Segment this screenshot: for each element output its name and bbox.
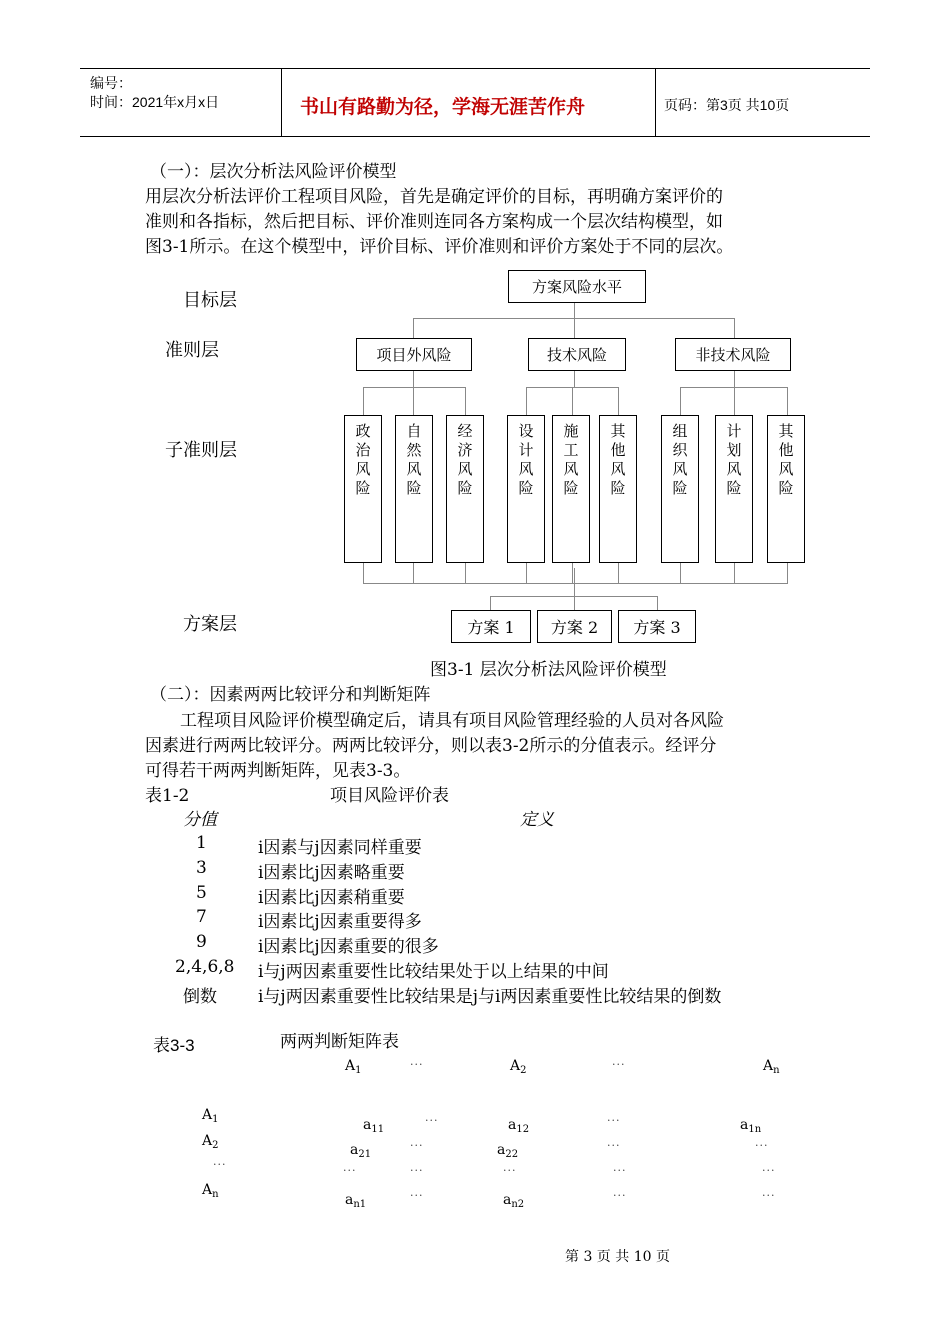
score-cell: 2,4,6,8 (175, 957, 235, 977)
subcriteria-char: 风 (778, 460, 794, 478)
connector-line (618, 563, 619, 583)
subcriteria-char: 他 (610, 441, 626, 459)
matrix-cell (503, 1192, 524, 1208)
connector-line (363, 583, 788, 584)
connector-line (574, 318, 575, 338)
connector-line (572, 387, 573, 415)
connector-line (680, 387, 681, 415)
cell-subscript: n1 (353, 1199, 367, 1210)
cell-subscript: 21 (358, 1149, 372, 1160)
connector-line (680, 563, 681, 583)
matrix-ellipsis: ··· (607, 1139, 621, 1152)
cell-subscript: n2 (511, 1199, 525, 1210)
table-title: 两两判断矩阵表 (280, 1032, 399, 1052)
header-symbol: A (763, 1058, 774, 1074)
subcriteria-box (715, 415, 753, 563)
connector-line (413, 563, 414, 583)
connector-line (363, 563, 364, 583)
matrix-ellipsis: ··· (755, 1139, 769, 1152)
cell-symbol: a (508, 1117, 517, 1133)
score-cell: 9 (196, 932, 207, 952)
score-cell: 倒数 (183, 987, 217, 1007)
connector-line (490, 596, 491, 610)
definition-cell: i与j两因素重要性比较结果处于以上结果的中间 (258, 962, 609, 982)
subcriteria-char: 工 (563, 441, 579, 459)
subcriteria-char: 计 (726, 422, 742, 440)
section1-line: 图3-1所示。在这个模型中，评价目标、评价准则和评价方案处于不同的层次。 (145, 237, 734, 257)
goal-box: 方案风险水平 (508, 270, 646, 303)
subcriteria-char: 险 (726, 479, 742, 497)
connector-line (526, 387, 527, 415)
definition-cell: i因素比j因素重要得多 (258, 912, 422, 932)
matrix-ellipsis: ··· (612, 1058, 626, 1071)
subcriteria-box (661, 415, 699, 563)
header-page-number: 页码：第3页 共10页 (664, 97, 790, 113)
definition-cell: i因素比j因素重要的很多 (258, 937, 439, 957)
section1-heading: （一）：层次分析法风险评价模型 (150, 162, 397, 182)
subcriteria-char: 险 (563, 479, 579, 497)
subcriteria-box (446, 415, 484, 563)
matrix-ellipsis: ··· (410, 1058, 424, 1071)
score-cell: 5 (196, 883, 207, 903)
section2-line: 可得若干两两判断矩阵，见表3-3。 (145, 761, 411, 781)
header-divider (655, 68, 656, 136)
subcriteria-box (344, 415, 382, 563)
table-title: 项目风险评价表 (330, 786, 449, 806)
connector-line (734, 371, 735, 387)
connector-line (734, 318, 735, 338)
matrix-ellipsis: ··· (762, 1189, 776, 1202)
section2-heading: （二）：因素两两比较评分和判断矩阵 (150, 685, 431, 705)
connector-line (574, 568, 575, 610)
subcriteria-box (767, 415, 805, 563)
connector-line (413, 371, 414, 387)
header-subscript: 1 (355, 1065, 362, 1076)
header-bottom-rule (80, 136, 870, 137)
matrix-cell (350, 1142, 371, 1158)
header-subscript: n (212, 1189, 219, 1200)
subcriteria-char: 其 (778, 422, 794, 440)
section1-line: 准则和各指标，然后把目标、评价准则连同各方案构成一个层次结构模型，如 (145, 212, 723, 232)
table-label: 表3-3 (153, 1036, 195, 1055)
matrix-cell (363, 1117, 384, 1133)
subcriteria-char: 然 (406, 441, 422, 459)
subcriteria-char: 险 (778, 479, 794, 497)
cell-subscript: 1n (748, 1124, 762, 1135)
cell-subscript: 12 (516, 1124, 530, 1135)
layer-label-criteria: 准则层 (165, 340, 219, 361)
column-header-definition: 定义 (520, 810, 554, 830)
subcriteria-char: 风 (457, 460, 473, 478)
score-cell: 3 (196, 858, 207, 878)
header-divider (281, 68, 282, 136)
connector-line (413, 387, 414, 415)
table-label: 表1-2 (145, 786, 190, 806)
score-cell: 1 (196, 833, 207, 853)
connector-line (734, 563, 735, 583)
layer-label-scheme: 方案层 (183, 614, 237, 635)
subcriteria-char: 险 (355, 479, 371, 497)
matrix-ellipsis: ··· (613, 1189, 627, 1202)
subcriteria-char: 风 (610, 460, 626, 478)
matrix-row-header (202, 1182, 219, 1198)
connector-line (572, 563, 573, 583)
subcriteria-char: 济 (457, 441, 473, 459)
matrix-ellipsis: ··· (410, 1139, 424, 1152)
subcriteria-char: 政 (355, 422, 371, 440)
cell-symbol: a (497, 1142, 506, 1158)
matrix-cell (497, 1142, 518, 1158)
subcriteria-box (395, 415, 433, 563)
cell-subscript: 22 (505, 1149, 519, 1160)
subcriteria-box (599, 415, 637, 563)
connector-line (465, 387, 466, 415)
subcriteria-char: 风 (355, 460, 371, 478)
layer-label-subcriteria: 子准则层 (165, 440, 237, 461)
subcriteria-char: 险 (518, 479, 534, 497)
matrix-ellipsis: ··· (503, 1164, 517, 1177)
scheme-box: 方案 1 (451, 610, 531, 643)
section1-line: 用层次分析法评价工程项目风险，首先是确定评价的目标，再明确方案评价的 (145, 187, 723, 207)
section2-line: 工程项目风险评价模型确定后，请具有项目风险管理经验的人员对各风险 (180, 711, 724, 731)
header-motto: 书山有路勤为径，学海无涯苦作舟 (300, 97, 586, 118)
matrix-ellipsis: ··· (410, 1189, 424, 1202)
subcriteria-char: 风 (518, 460, 534, 478)
header-symbol: A (510, 1058, 521, 1074)
header-subscript: n (773, 1065, 780, 1076)
connector-line (363, 387, 466, 388)
matrix-ellipsis: ··· (425, 1114, 439, 1127)
subcriteria-char: 组 (672, 422, 688, 440)
matrix-ellipsis: ··· (343, 1164, 357, 1177)
connector-line (490, 596, 658, 597)
subcriteria-char: 风 (726, 460, 742, 478)
scheme-box: 方案 2 (537, 610, 612, 643)
cell-symbol: a (345, 1192, 354, 1208)
subcriteria-char: 险 (406, 479, 422, 497)
header-time: 时间：2021年x月x日 (90, 94, 220, 110)
matrix-ellipsis: ··· (762, 1164, 776, 1177)
matrix-col-header (763, 1058, 780, 1074)
subcriteria-char: 织 (672, 441, 688, 459)
connector-line (657, 596, 658, 610)
definition-cell: i因素比j因素略重要 (258, 863, 405, 883)
page-footer: 第 3 页 共 10 页 (565, 1249, 670, 1265)
subcriteria-char: 他 (778, 441, 794, 459)
connector-line (363, 387, 364, 415)
connector-line (413, 318, 414, 338)
header-symbol: A (345, 1058, 356, 1074)
subcriteria-char: 风 (672, 460, 688, 478)
subcriteria-char: 治 (355, 441, 371, 459)
matrix-row-header (202, 1133, 219, 1149)
subcriteria-char: 风 (563, 460, 579, 478)
header-symbol: A (202, 1133, 213, 1149)
header-symbol: A (202, 1182, 213, 1198)
connector-line (787, 387, 788, 415)
subcriteria-char: 设 (518, 422, 534, 440)
matrix-row-header (202, 1107, 219, 1123)
cell-symbol: a (740, 1117, 749, 1133)
header-subscript: 2 (520, 1065, 527, 1076)
subcriteria-char: 其 (610, 422, 626, 440)
matrix-cell (345, 1192, 366, 1208)
cell-symbol: a (363, 1117, 372, 1133)
scheme-box: 方案 3 (618, 610, 696, 643)
subcriteria-char: 经 (457, 422, 473, 440)
matrix-ellipsis: ··· (607, 1114, 621, 1127)
cell-symbol: a (503, 1192, 512, 1208)
layer-label-goal: 目标层 (183, 290, 237, 311)
header-number: 编号： (90, 75, 132, 91)
connector-line (574, 302, 575, 318)
subcriteria-char: 风 (406, 460, 422, 478)
subcriteria-char: 险 (457, 479, 473, 497)
subcriteria-char: 自 (406, 422, 422, 440)
definition-cell: i因素比j因素稍重要 (258, 888, 405, 908)
header-subscript: 2 (212, 1140, 219, 1151)
criteria-box: 项目外风险 (356, 338, 472, 371)
matrix-cell (508, 1117, 529, 1133)
subcriteria-char: 计 (518, 441, 534, 459)
connector-line (526, 563, 527, 583)
connector-line (574, 371, 575, 387)
matrix-col-header (345, 1058, 362, 1074)
criteria-box: 技术风险 (528, 338, 626, 371)
column-header-score: 分值 (183, 810, 217, 830)
figure-caption: 图3-1 层次分析法风险评价模型 (430, 660, 667, 680)
subcriteria-char: 险 (610, 479, 626, 497)
connector-line (465, 563, 466, 583)
matrix-cell (740, 1117, 761, 1133)
matrix-ellipsis: ··· (613, 1164, 627, 1177)
subcriteria-box (552, 415, 590, 563)
header-top-rule (80, 68, 870, 69)
connector-line (734, 387, 735, 415)
connector-line (787, 563, 788, 583)
subcriteria-box (507, 415, 545, 563)
header-symbol: A (202, 1107, 213, 1123)
definition-cell: i与j两因素重要性比较结果是j与i两因素重要性比较结果的倒数 (258, 987, 722, 1007)
header-subscript: 1 (212, 1114, 219, 1125)
cell-subscript: 11 (371, 1124, 385, 1135)
section2-line: 因素进行两两比较评分。两两比较评分，则以表3-2所示的分值表示。经评分 (145, 736, 717, 756)
subcriteria-char: 施 (563, 422, 579, 440)
matrix-ellipsis: ··· (410, 1164, 424, 1177)
matrix-ellipsis: ··· (213, 1158, 227, 1171)
score-cell: 7 (196, 907, 207, 927)
subcriteria-char: 险 (672, 479, 688, 497)
connector-line (618, 387, 619, 415)
matrix-col-header (510, 1058, 527, 1074)
subcriteria-char: 划 (726, 441, 742, 459)
criteria-box: 非技术风险 (675, 338, 791, 371)
definition-cell: i因素与j因素同样重要 (258, 838, 422, 858)
cell-symbol: a (350, 1142, 359, 1158)
